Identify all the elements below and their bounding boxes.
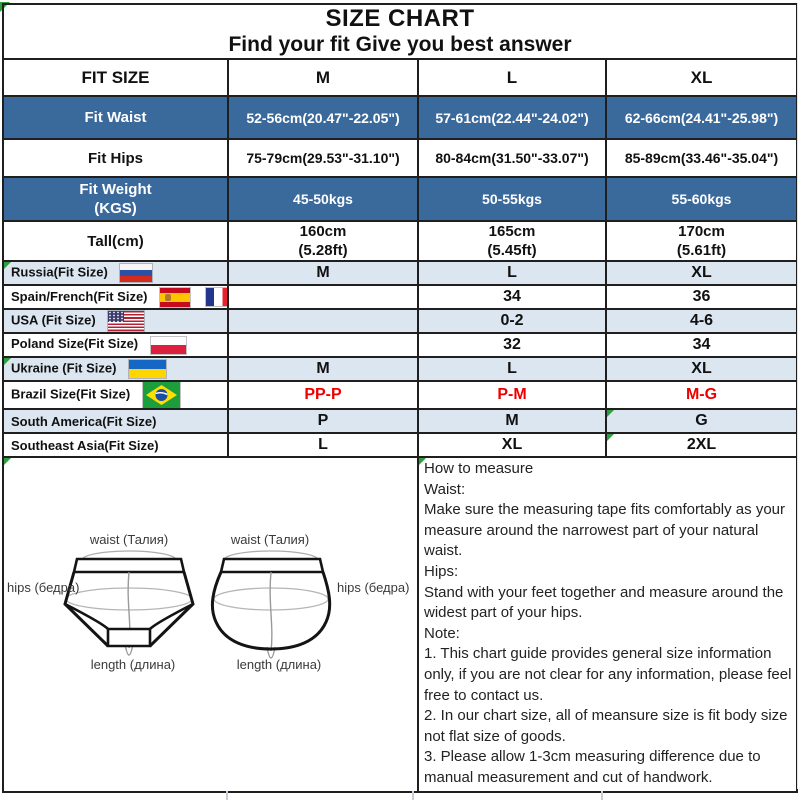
russia-xl: XL bbox=[606, 261, 797, 285]
poland-l: 32 bbox=[418, 333, 606, 357]
usa-l: 0-2 bbox=[418, 309, 606, 333]
how-to-measure-cell bbox=[418, 457, 797, 792]
usa-m bbox=[228, 309, 418, 333]
title-cell bbox=[3, 4, 797, 59]
poland-label: Poland Size(Fit Size) bbox=[3, 333, 228, 357]
south-america-row bbox=[3, 409, 797, 433]
tall-m: 160cm (5.28ft) bbox=[228, 221, 418, 261]
brazil-xl: M-G bbox=[606, 381, 797, 409]
russia-row bbox=[3, 261, 797, 285]
brazil-m: PP-P bbox=[228, 381, 418, 409]
spain-french-label: Spain/French(Fit Size) bbox=[3, 285, 228, 309]
spain-xl: 36 bbox=[606, 285, 797, 309]
russia-m: M bbox=[228, 261, 418, 285]
tall-row bbox=[3, 221, 797, 261]
russia-l: L bbox=[418, 261, 606, 285]
south-america-label: South America(Fit Size) bbox=[3, 409, 228, 433]
poland-xl: 34 bbox=[606, 333, 797, 357]
southeast-asia-l: XL bbox=[418, 433, 606, 457]
size-col-m: M bbox=[228, 59, 418, 96]
fit-weight-m: 45-50kgs bbox=[228, 177, 418, 221]
measure-guide-line: Waist: bbox=[424, 480, 466, 498]
fit-waist-xl: 62-66cm(24.41"-25.98") bbox=[606, 96, 797, 139]
fit-hips-l: 80-84cm(31.50"-33.07") bbox=[418, 139, 606, 177]
tall-xl: 170cm (5.61ft) bbox=[606, 221, 797, 261]
fit-waist-row bbox=[3, 96, 797, 139]
tall-label: Tall(cm) bbox=[3, 221, 228, 261]
size-col-l: L bbox=[418, 59, 606, 96]
fit-size-header-row bbox=[3, 59, 797, 96]
tall-l: 165cm (5.45ft) bbox=[418, 221, 606, 261]
fit-waist-label: Fit Waist bbox=[3, 96, 228, 139]
spain-french-row bbox=[3, 285, 797, 309]
title-row bbox=[3, 4, 797, 59]
russia-label: Russia(Fit Size) bbox=[3, 261, 228, 285]
usa-flag-icon bbox=[108, 311, 144, 331]
right-length-label: length (длина) bbox=[236, 657, 322, 672]
fit-weight-label: Fit Weight (KGS) bbox=[3, 177, 228, 221]
south-america-l: M bbox=[418, 409, 606, 433]
grid-remnant-line bbox=[226, 791, 228, 800]
left-waistband bbox=[74, 559, 184, 572]
measure-guide-line: 2. In our chart size, all of meansure size is fit body size not flat size of goods. bbox=[424, 707, 788, 745]
ukraine-row bbox=[3, 357, 797, 381]
ukraine-l: L bbox=[418, 357, 606, 381]
brazil-flag-icon bbox=[143, 382, 180, 408]
ukraine-flag-icon bbox=[129, 360, 166, 378]
poland-flag-icon bbox=[151, 337, 186, 354]
ukraine-m: M bbox=[228, 357, 418, 381]
measure-guide-line: Hips: bbox=[424, 562, 459, 580]
page-subtitle: Find your fit Give you best answer bbox=[228, 33, 572, 56]
page-title: SIZE CHART bbox=[325, 5, 475, 32]
left-length-label: length (длина) bbox=[90, 657, 176, 672]
southeast-asia-xl: 2XL bbox=[606, 433, 797, 457]
france-flag-icon bbox=[206, 288, 228, 306]
spain-flag-icon bbox=[160, 288, 190, 307]
southeast-asia-row bbox=[3, 433, 797, 457]
right-length-line bbox=[270, 572, 272, 651]
measure-guide-line: How to measure bbox=[424, 460, 534, 477]
ukraine-xl: XL bbox=[606, 357, 797, 381]
brazil-label: Brazil Size(Fit Size) bbox=[3, 381, 228, 409]
fit-weight-xl: 55-60kgs bbox=[606, 177, 797, 221]
usa-label: USA (Fit Size) bbox=[3, 309, 228, 333]
ukraine-label: Ukraine (Fit Size) bbox=[3, 357, 228, 381]
fit-hips-label: Fit Hips bbox=[3, 139, 228, 177]
south-america-xl: G bbox=[606, 409, 797, 433]
fit-weight-l: 50-55kgs bbox=[418, 177, 606, 221]
grid-remnant-line bbox=[412, 791, 414, 800]
left-hips-label: hips (бедра) bbox=[7, 580, 80, 595]
measure-guide-line: 3. Please allow 1-3cm measuring difference due to manual measurement and cut of handwork. bbox=[424, 748, 761, 786]
right-waist-label: waist (Талия) bbox=[230, 532, 310, 547]
south-america-m: P bbox=[228, 409, 418, 433]
measure-guide-line: Stand with your feet together and measure around the widest part of your hips. bbox=[424, 583, 784, 622]
size-col-xl: XL bbox=[606, 59, 797, 96]
size-chart-table bbox=[2, 3, 798, 793]
measure-guide-line: Make sure the measuring tape fits comfortably as your measure around the narrowest part of your natural waist. bbox=[424, 501, 785, 560]
bottom-section bbox=[3, 457, 797, 792]
spain-m bbox=[228, 285, 418, 309]
fit-hips-m: 75-79cm(29.53"-31.10") bbox=[228, 139, 418, 177]
russia-flag-icon bbox=[120, 264, 152, 282]
right-waistband bbox=[221, 559, 323, 572]
panties-measure-diagram bbox=[4, 458, 417, 786]
usa-xl: 4-6 bbox=[606, 309, 797, 333]
poland-m bbox=[228, 333, 418, 357]
brazil-row bbox=[3, 381, 797, 409]
fit-hips-xl: 85-89cm(33.46"-35.04") bbox=[606, 139, 797, 177]
brazil-l: P-M bbox=[418, 381, 606, 409]
measurement-diagram-cell bbox=[3, 457, 418, 792]
fit-hips-row bbox=[3, 139, 797, 177]
measure-guide-line: Note: bbox=[424, 624, 460, 642]
measure-guide-line: 1. This chart guide provides general size information only, if you are not clear for any information, please feel free to contact us. bbox=[424, 645, 792, 704]
grid-remnant-line bbox=[797, 3, 798, 789]
fit-size-label: FIT SIZE bbox=[3, 59, 228, 96]
fit-weight-row bbox=[3, 177, 797, 221]
southeast-asia-label: Southeast Asia(Fit Size) bbox=[3, 433, 228, 457]
usa-row bbox=[3, 309, 797, 333]
southeast-asia-m: L bbox=[228, 433, 418, 457]
fit-waist-m: 52-56cm(20.47"-22.05") bbox=[228, 96, 418, 139]
left-waist-label: waist (Талия) bbox=[89, 532, 169, 547]
poland-row bbox=[3, 333, 797, 357]
right-hips-label: hips (бедра) bbox=[337, 580, 410, 595]
left-crotch-panel bbox=[108, 629, 150, 646]
grid-remnant-line bbox=[601, 791, 603, 800]
spain-l: 34 bbox=[418, 285, 606, 309]
fit-waist-l: 57-61cm(22.44"-24.02") bbox=[418, 96, 606, 139]
